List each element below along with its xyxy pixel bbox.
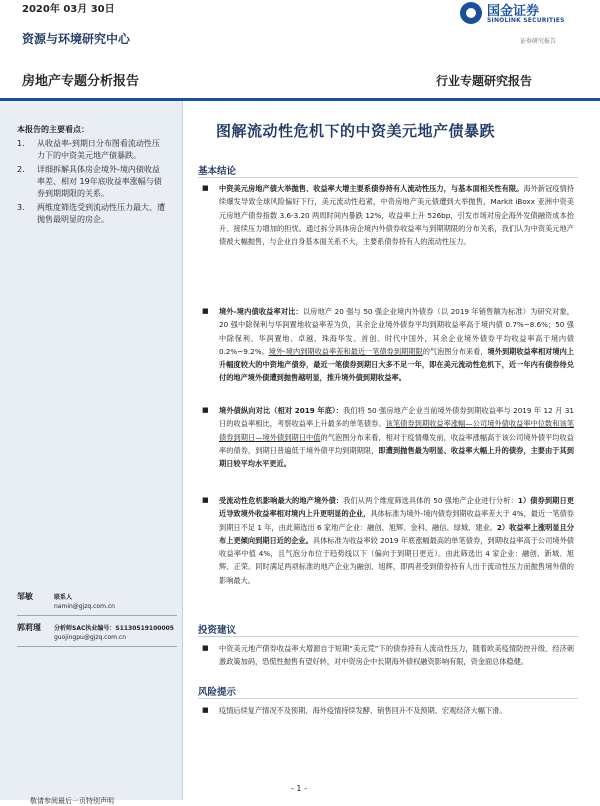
paragraph: ■ 境外债纵向对比（相对 2019 年底）：我们将 50 强房地产企业当前境外债券到期收益率与 2019 年 12 月 31 日的收益率相比，考察收益率上升最多的单笔债券。该笔债券到期收益率涨幅—公司境外债收益率中位数和该笔债券到期日—境外债到期日中值的气泡图分布来看，相对于疫情爆发前，收益率涨幅高于该公司境外债平均收益率的债券，到期日普遍低于境外债平均到期期限，即遭到抛售最为明显、收益率大幅上升的债券，主要由于其到期日较平均水平更近。 [202,406,574,469]
bullet-icon: ■ [202,706,209,714]
summary-title: 本报告的主要看点： [17,125,89,134]
bullet-icon: ■ [202,406,209,414]
section-heading: 风险提示 [198,687,237,698]
paragraph: ■ 中资美元地产债券收益率大增源自于短期“美元荒”下的债券持有人流动性压力，随着欧美疫情防控升级、经济刺激政策加码，恐慌性抛售有望好转，对中资房企中长期海外债权融资影响有限，资金面总体稳健。 [202,644,574,667]
page-number: - 1 - [291,784,307,793]
paragraph: ■ 中资美元房地产债大举抛售、收益率大增主要系债券持有人流动性压力，与基本面相关性有限。海外新冠疫情持续爆发导致全球风险偏好下行，美元流动性趋紧，中资房地产美元债遭到大举抛售，Markit iBoxx 亚洲中资美元房地产债券指数 3.6-3.20 两周时间内暴跌 12%，收益率上升 526bp，引发市场对房企海外发债融资成本抬升、接续压力增加的担忧。通过拆分具体房企境内外债券收益率与到期期限的分布关系，我们认为中资美元地产债被大幅抛售，与企业自身基本面关系不大，主要系债券持有人的流动性压力。 [202,184,574,247]
page-title: 图解流动性危机下的中资美元地产债暴跌 [216,122,496,140]
footer-disclaimer: 敬请参阅最后一页特别声明 [30,797,114,805]
column-divider [182,101,183,800]
section-divider [198,177,578,178]
research-center: 资源与环境研究中心 [22,32,131,46]
section-divider [198,636,578,637]
paragraph: ■ 疫情后续复产情况不及预期、海外疫情持续发酵、销售回升不及预期、宏观经济大幅下滑。 [202,704,574,717]
bullet-icon: ■ [202,184,209,192]
company-logo [460,0,590,34]
bullet-icon: ■ [202,496,209,504]
summary-item: 3. 两维度筛选受到流动性压力最大、遭抛售最明显的房企。 [17,203,165,224]
logo-subtitle: 证券研究报告 [520,38,557,45]
section-divider [198,698,578,699]
report-category: 行业专题研究报告 [436,74,533,88]
logo-name-cn: 国金证券 [487,4,540,19]
analyst-contact: 邹敏 联系人 namin@gjzq.com.cn [17,591,177,617]
section-heading: 基本结论 [198,166,237,177]
paragraph: ■ 境外-境内债收益率对比：以房地产 20 强与 50 强企业境内外债券（以 2019 年销售额为标准）为研究对象，20 强中除保利与华润置地收益率差为负，其余企业境外债券平均到期收益率高于境内债 0.7%~8.6%；50 强中除保利、华润置地、卓越、珠海华发、首创、时代中国外，其余企业境外债券平均收益率高于境内债 0.2%~9.2%。境外-境内到期收益率差和最近一笔债券到期期限的气泡图分布来看，境外到期收益率相对境内上升幅度较大的中资地产债券，最近一笔债券到期日大多不足一年，即在美元流动性危机下，近一年内有债券待兑付的地产境外债遭到抛售越明显，推升境外债到期收益率。 [202,307,574,383]
summary-list [17,138,167,228]
section-heading: 投资建议 [198,625,237,636]
analyst-email[interactable]: guojingpu@gjzq.com.cn [54,634,127,641]
paragraph: ■ 受流动性危机影响最大的地产境外债：我们从两个维度筛选具体的 50 强地产企业进行分析：1）债券到期日更近导致境外收益率相对境内上升更明显的企业，具体标准为境外-境内债券到期收益率差大于 4%，最近一笔债券到期日不足 1 年，由此筛选出 6 家地产企业：融创、旭辉、金科、融信、绿城、建业。2）收益率上涨明显且分布上更倾向到期日近的企业。具体标准为收益率较 2019 年底涨幅最高的单笔债券，到期收益率高于公司境外债收益率中值 4%，且气泡分布位于趋势线以下（偏向于到期日更近）。由此筛选出 4 家企业：融创、新城、旭辉、正荣。同时满足两项标准的地产企业为融创、旭辉，即两者受到债券持有人出于流动性压力而抛售境外债的影响最大。 [202,496,574,585]
report-date: 2020年 03月 30日 [22,4,115,15]
analyst-contact: 郭莉瑾 分析师SAC执业编号：S1130519100005 guojingpu@gjzq.com.cn [17,622,177,648]
summary-item: 2. 详细拆解具体房企境外-境内债收益率差、相对 19年底收益率涨幅与债券到期期限的关系。 [17,165,162,198]
summary-item: 1. 从收益率-到期日分布图看流动性压力下的中资美元地产债暴跌。 [17,139,160,160]
analyst-email[interactable]: namin@gjzq.com.cn [54,603,115,610]
report-type: 房地产专题分析报告 [22,74,140,89]
bullet-icon: ■ [202,644,209,652]
bullet-icon: ■ [202,307,209,315]
logo-icon [460,2,482,24]
logo-name-en: SINOLINK SECURITIES [487,17,565,24]
